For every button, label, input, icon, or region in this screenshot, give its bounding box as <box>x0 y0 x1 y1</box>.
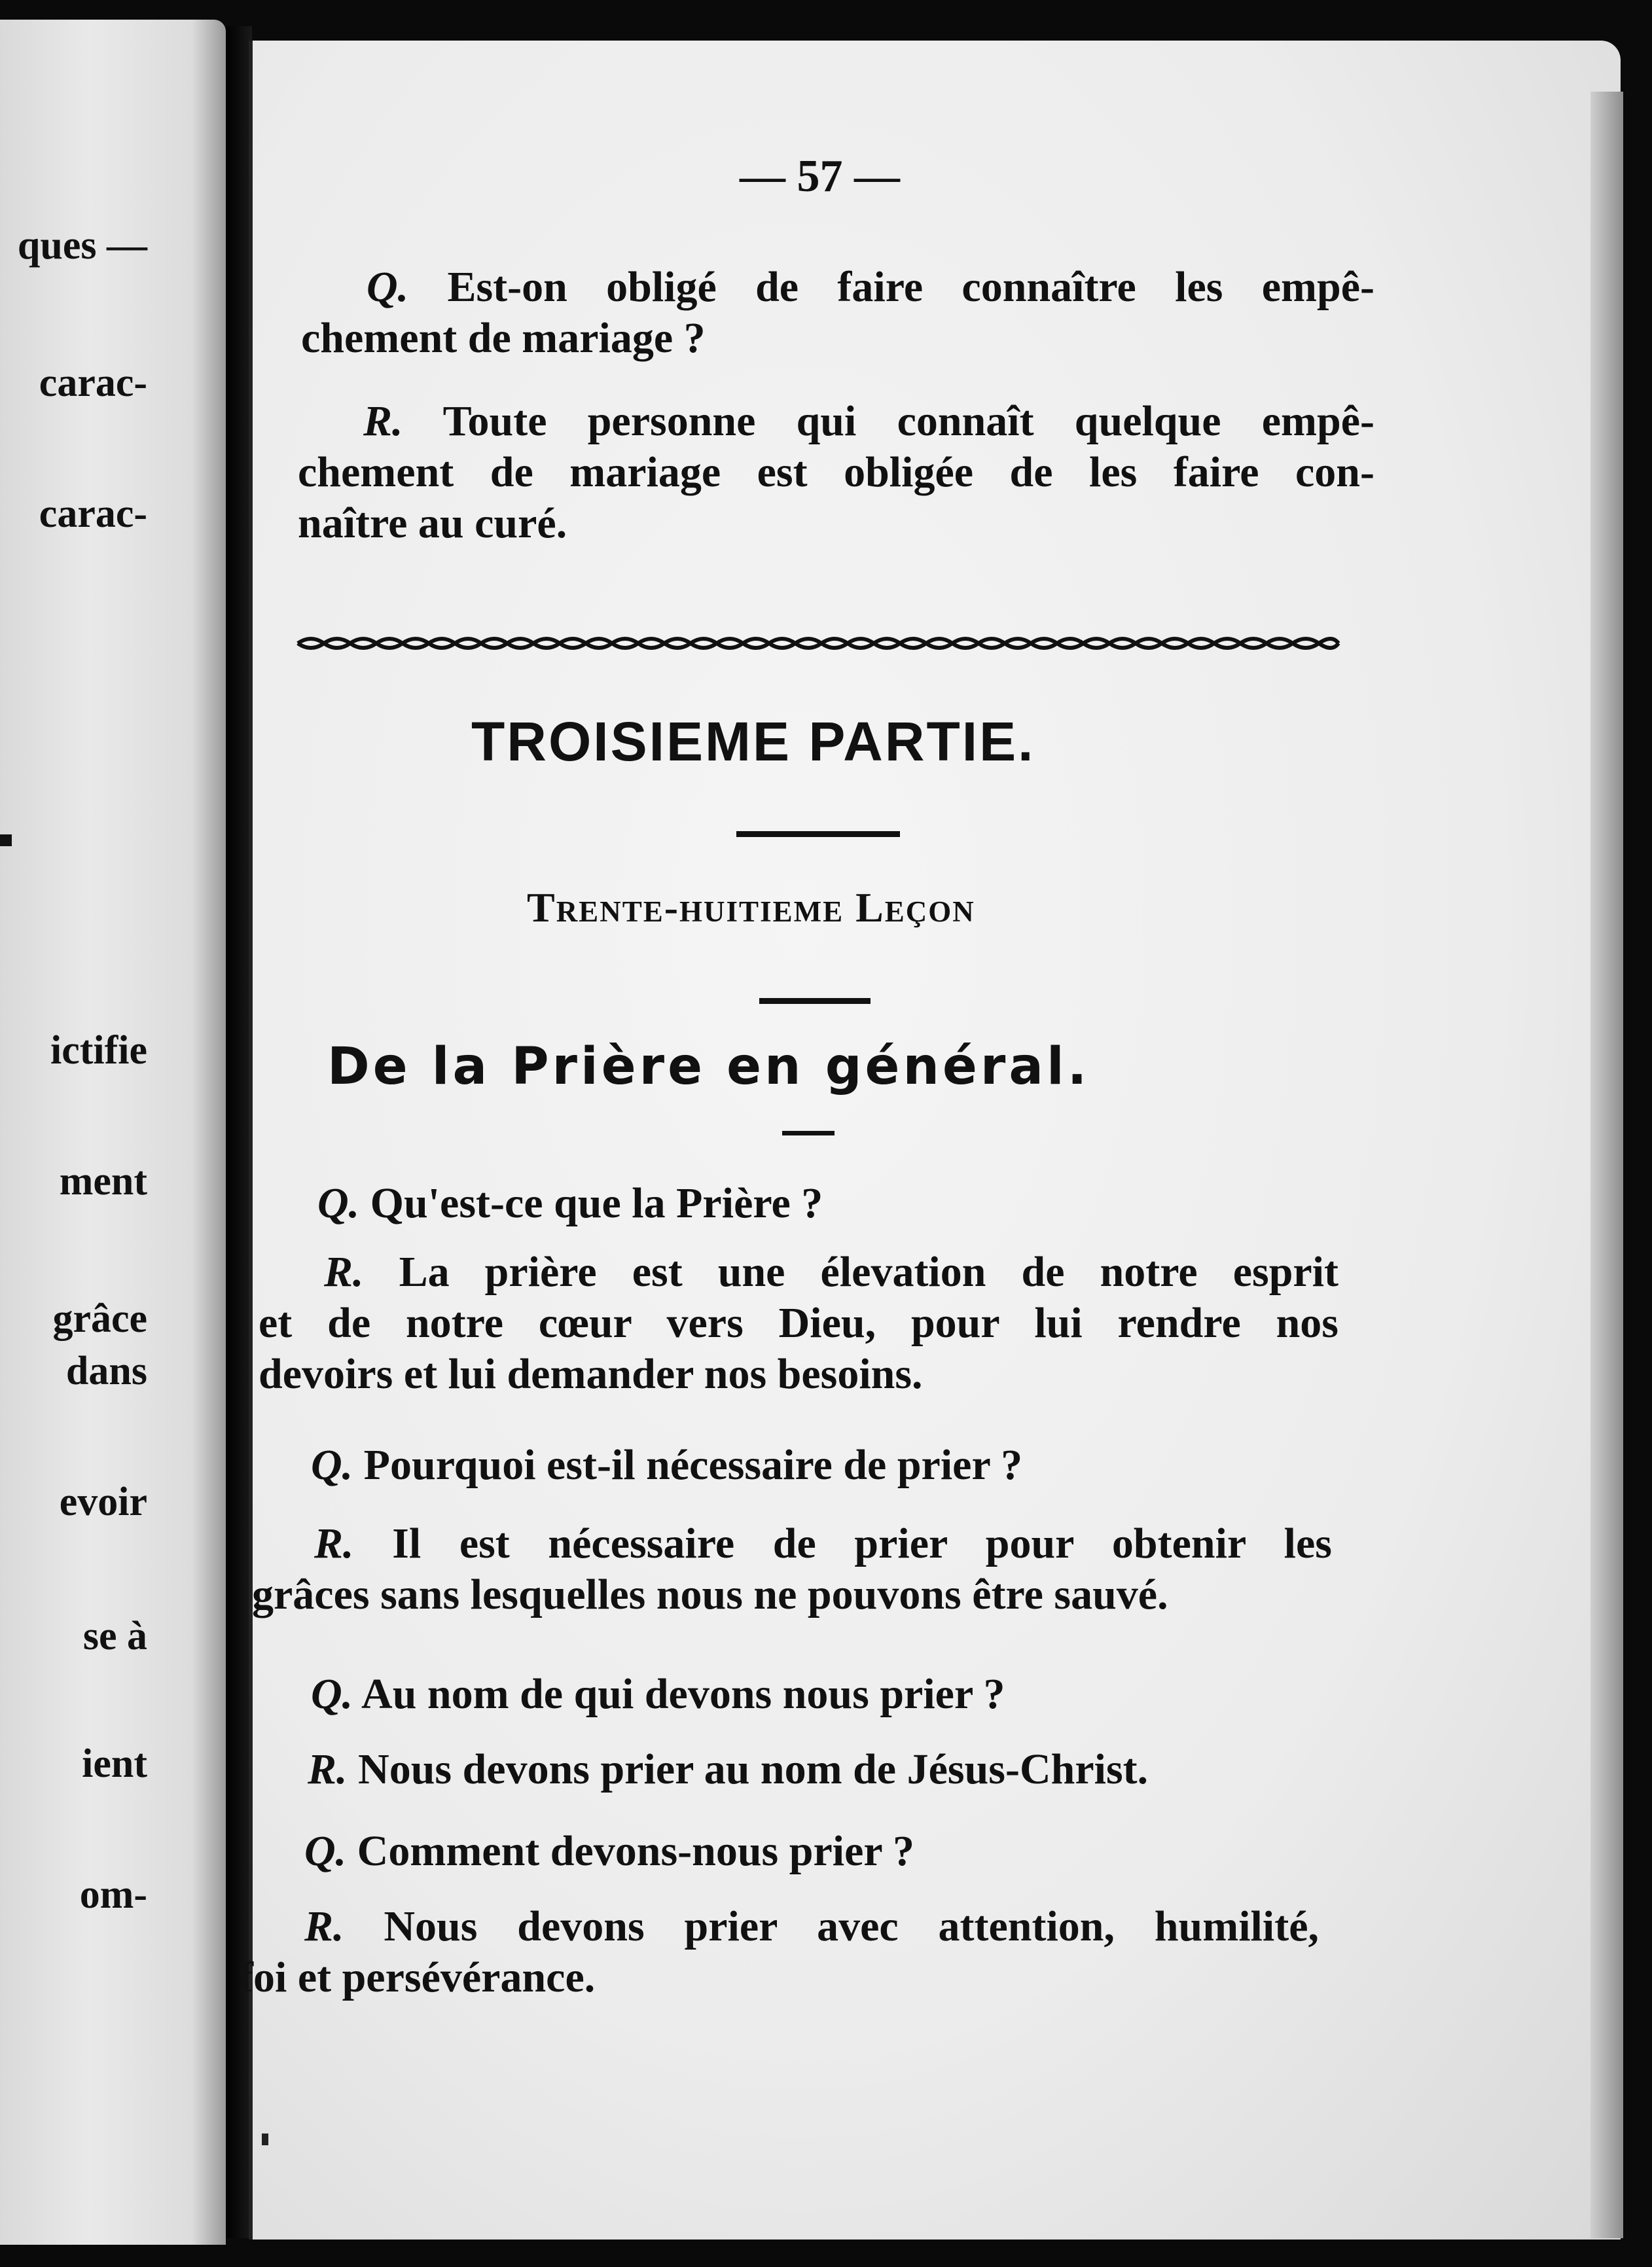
qa-text: Au nom de qui devons nous prier ? <box>361 1670 1005 1718</box>
divider-rule <box>759 998 871 1004</box>
lesson-title: Trente-huitieme Leçon <box>527 884 975 931</box>
qa-line <box>262 1178 1342 1229</box>
divider-rule <box>736 831 900 837</box>
qa-line <box>239 1901 1319 1952</box>
qa-line: chement de mariage ? <box>301 314 706 362</box>
qa-text: Nous devons prier avec attention, humilité, <box>384 1902 1319 1950</box>
chain-ornament <box>291 632 1345 655</box>
qa-text: Toute personne qui connaît quelque empê- <box>442 397 1375 445</box>
qa-block-top-q <box>301 262 1374 364</box>
question-label: Q. <box>367 263 409 311</box>
qa-block <box>259 1247 1338 1400</box>
answer-label: R. <box>304 1902 344 1950</box>
answer-label: R. <box>363 397 403 445</box>
qa-block <box>252 1440 1332 1491</box>
qa-block-top-r <box>298 396 1374 549</box>
qa-line: chement de mariage est obligée de les faire con- <box>298 448 1374 496</box>
page-number: — 57 — <box>740 151 900 202</box>
qa-block <box>249 1669 1329 1720</box>
qa-line <box>259 1247 1338 1298</box>
qa-line <box>301 262 1374 313</box>
qa-line <box>298 396 1374 447</box>
qa-text: La prière est une élevation de notre esprit <box>399 1248 1339 1296</box>
qa-text: Est-on obligé de faire connaître les empê- <box>447 263 1374 311</box>
left-fragment: ment <box>59 1159 147 1204</box>
answer-label: R. <box>308 1745 348 1793</box>
left-fragment: carac- <box>39 491 147 536</box>
qa-line <box>245 1744 1325 1795</box>
question-label: Q. <box>317 1179 360 1227</box>
section-title: De la Prière en général. <box>327 1037 1090 1096</box>
qa-text: Il est nécessaire de prier pour obtenir les <box>392 1520 1332 1567</box>
left-fragment: dans <box>65 1349 147 1393</box>
left-fragment: ictifie <box>50 1028 147 1073</box>
question-label: Q. <box>311 1441 353 1489</box>
qa-block <box>245 1744 1325 1795</box>
left-fragment: grâce <box>52 1296 147 1341</box>
qa-block <box>252 1518 1332 1620</box>
bullet-mark <box>0 834 12 846</box>
question-label: Q. <box>304 1827 347 1875</box>
ink-speck <box>262 2133 268 2145</box>
qa-line: foi et persévérance. <box>239 1954 596 2001</box>
qa-line <box>242 1826 1322 1877</box>
divider-rule <box>782 1131 835 1135</box>
qa-block <box>262 1178 1342 1229</box>
qa-line: et de notre cœur vers Dieu, pour lui rendre nos <box>259 1299 1338 1347</box>
previous-page <box>0 20 226 2245</box>
qa-line: grâces sans lesquelles nous ne pouvons être sauvé. <box>252 1571 1168 1618</box>
left-fragment: om- <box>79 1872 147 1917</box>
left-fragment: ques — <box>17 223 147 268</box>
qa-text: Comment devons-nous prier ? <box>357 1827 914 1875</box>
qa-block <box>242 1826 1322 1877</box>
qa-line <box>249 1669 1329 1720</box>
left-fragment: se à <box>82 1614 147 1658</box>
qa-text: Qu'est-ce que la Prière ? <box>370 1179 823 1227</box>
qa-line <box>252 1440 1332 1491</box>
qa-text: Pourquoi est-il nécessaire de prier ? <box>363 1441 1023 1489</box>
left-fragment: ient <box>82 1741 147 1786</box>
qa-line <box>252 1518 1332 1569</box>
part-title: TROISIEME PARTIE. <box>471 711 1035 772</box>
page-edge <box>1590 92 1623 2238</box>
answer-label: R. <box>324 1248 364 1296</box>
answer-label: R. <box>314 1520 354 1567</box>
qa-text: Nous devons prier au nom de Jésus-Christ. <box>358 1745 1149 1793</box>
question-label: Q. <box>311 1670 353 1718</box>
qa-block <box>239 1901 1319 2003</box>
left-fragment: evoir <box>59 1480 147 1524</box>
left-fragment: carac- <box>39 361 147 405</box>
qa-line: naître au curé. <box>298 499 567 547</box>
qa-line: devoirs et lui demander nos besoins. <box>259 1350 923 1398</box>
